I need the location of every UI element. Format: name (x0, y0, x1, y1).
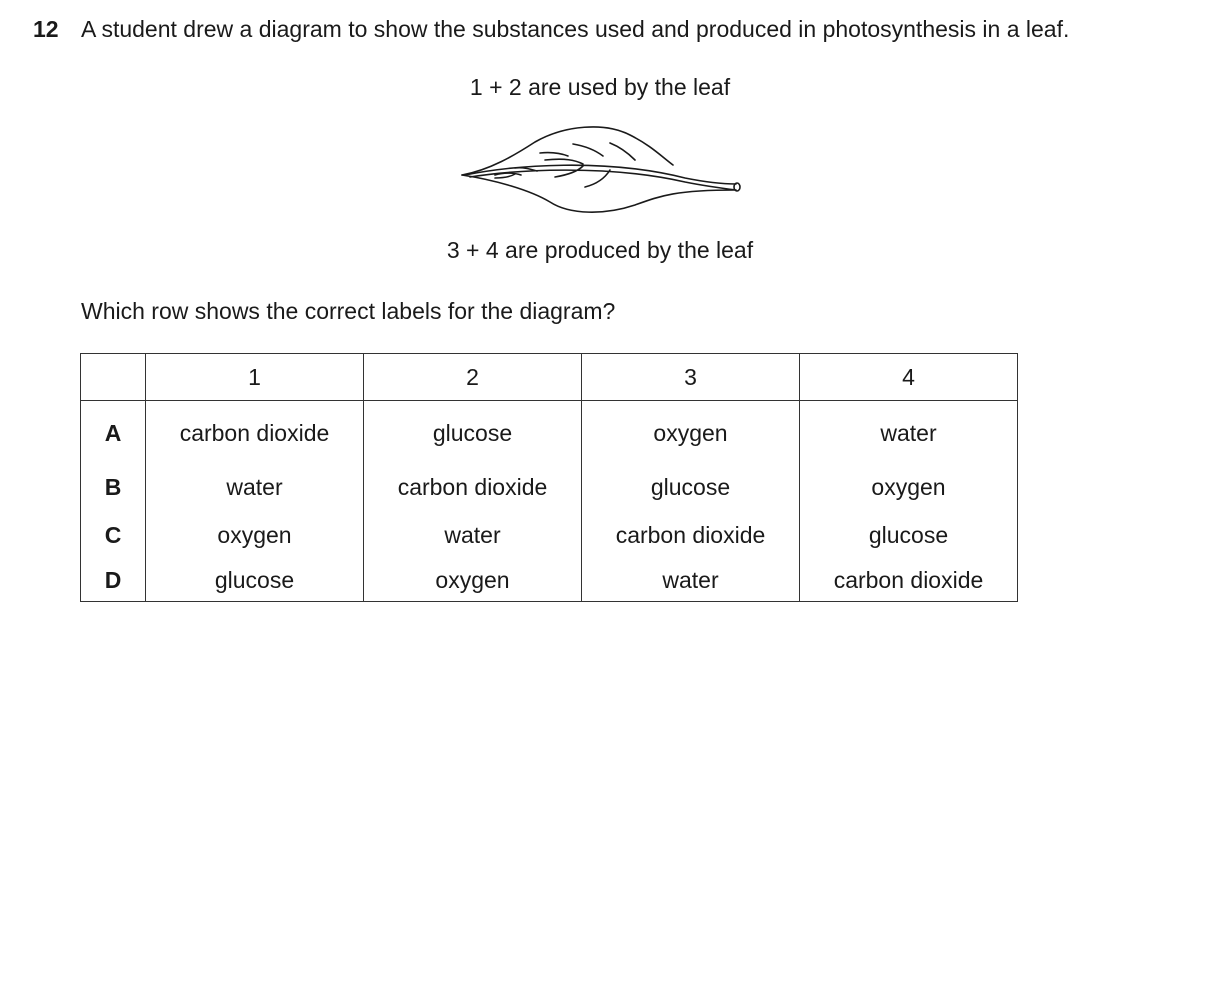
leaf-vein (545, 159, 583, 164)
question-stem: A student drew a diagram to show the substances used and produced in photosynthesis in a leaf. (81, 16, 1070, 42)
table-cell: oxygen (582, 401, 800, 464)
leaf-vein (610, 143, 635, 160)
option-letter: D (81, 559, 146, 602)
leaf-vein (573, 144, 603, 156)
leaf-upper-outline (462, 127, 673, 175)
table-header-cell (81, 354, 146, 401)
leaf-diagram (455, 120, 745, 220)
table-cell: carbon dioxide (800, 559, 1018, 602)
table-cell: water (800, 401, 1018, 464)
option-letter: C (81, 511, 146, 559)
table-row (81, 559, 1018, 602)
table-cell: oxygen (364, 559, 582, 602)
table-header-row (81, 354, 1018, 401)
table-cell: carbon dioxide (582, 511, 800, 559)
table-cell: water (582, 559, 800, 602)
option-letter: A (81, 401, 146, 464)
table-cell: glucose (800, 511, 1018, 559)
table-cell: glucose (146, 559, 364, 602)
leaf-midrib (465, 165, 736, 184)
table-header-cell: 1 (146, 354, 364, 401)
table-cell: carbon dioxide (364, 463, 582, 511)
table-cell: oxygen (146, 511, 364, 559)
leaf-vein (585, 170, 610, 187)
table-cell: oxygen (800, 463, 1018, 511)
leaf-vein (540, 153, 568, 156)
leaf-vein (555, 166, 583, 177)
leaf-vein (495, 173, 521, 175)
question-prompt: Which row shows the correct labels for the diagram? (81, 298, 616, 324)
table-header-cell: 4 (800, 354, 1018, 401)
caption-produced: 3 + 4 are produced by the leaf (446, 237, 754, 263)
answer-table (80, 353, 1018, 602)
table-row (81, 511, 1018, 559)
table-cell: glucose (364, 401, 582, 464)
table-header-cell: 2 (364, 354, 582, 401)
question-number: 12 (33, 16, 59, 42)
table-row (81, 463, 1018, 511)
caption-used: 1 + 2 are used by the leaf (469, 74, 731, 100)
table-cell: water (146, 463, 364, 511)
table-row (81, 401, 1018, 464)
table-cell: water (364, 511, 582, 559)
option-letter: B (81, 463, 146, 511)
table-cell: glucose (582, 463, 800, 511)
table-header-cell: 3 (582, 354, 800, 401)
table-cell: carbon dioxide (146, 401, 364, 464)
